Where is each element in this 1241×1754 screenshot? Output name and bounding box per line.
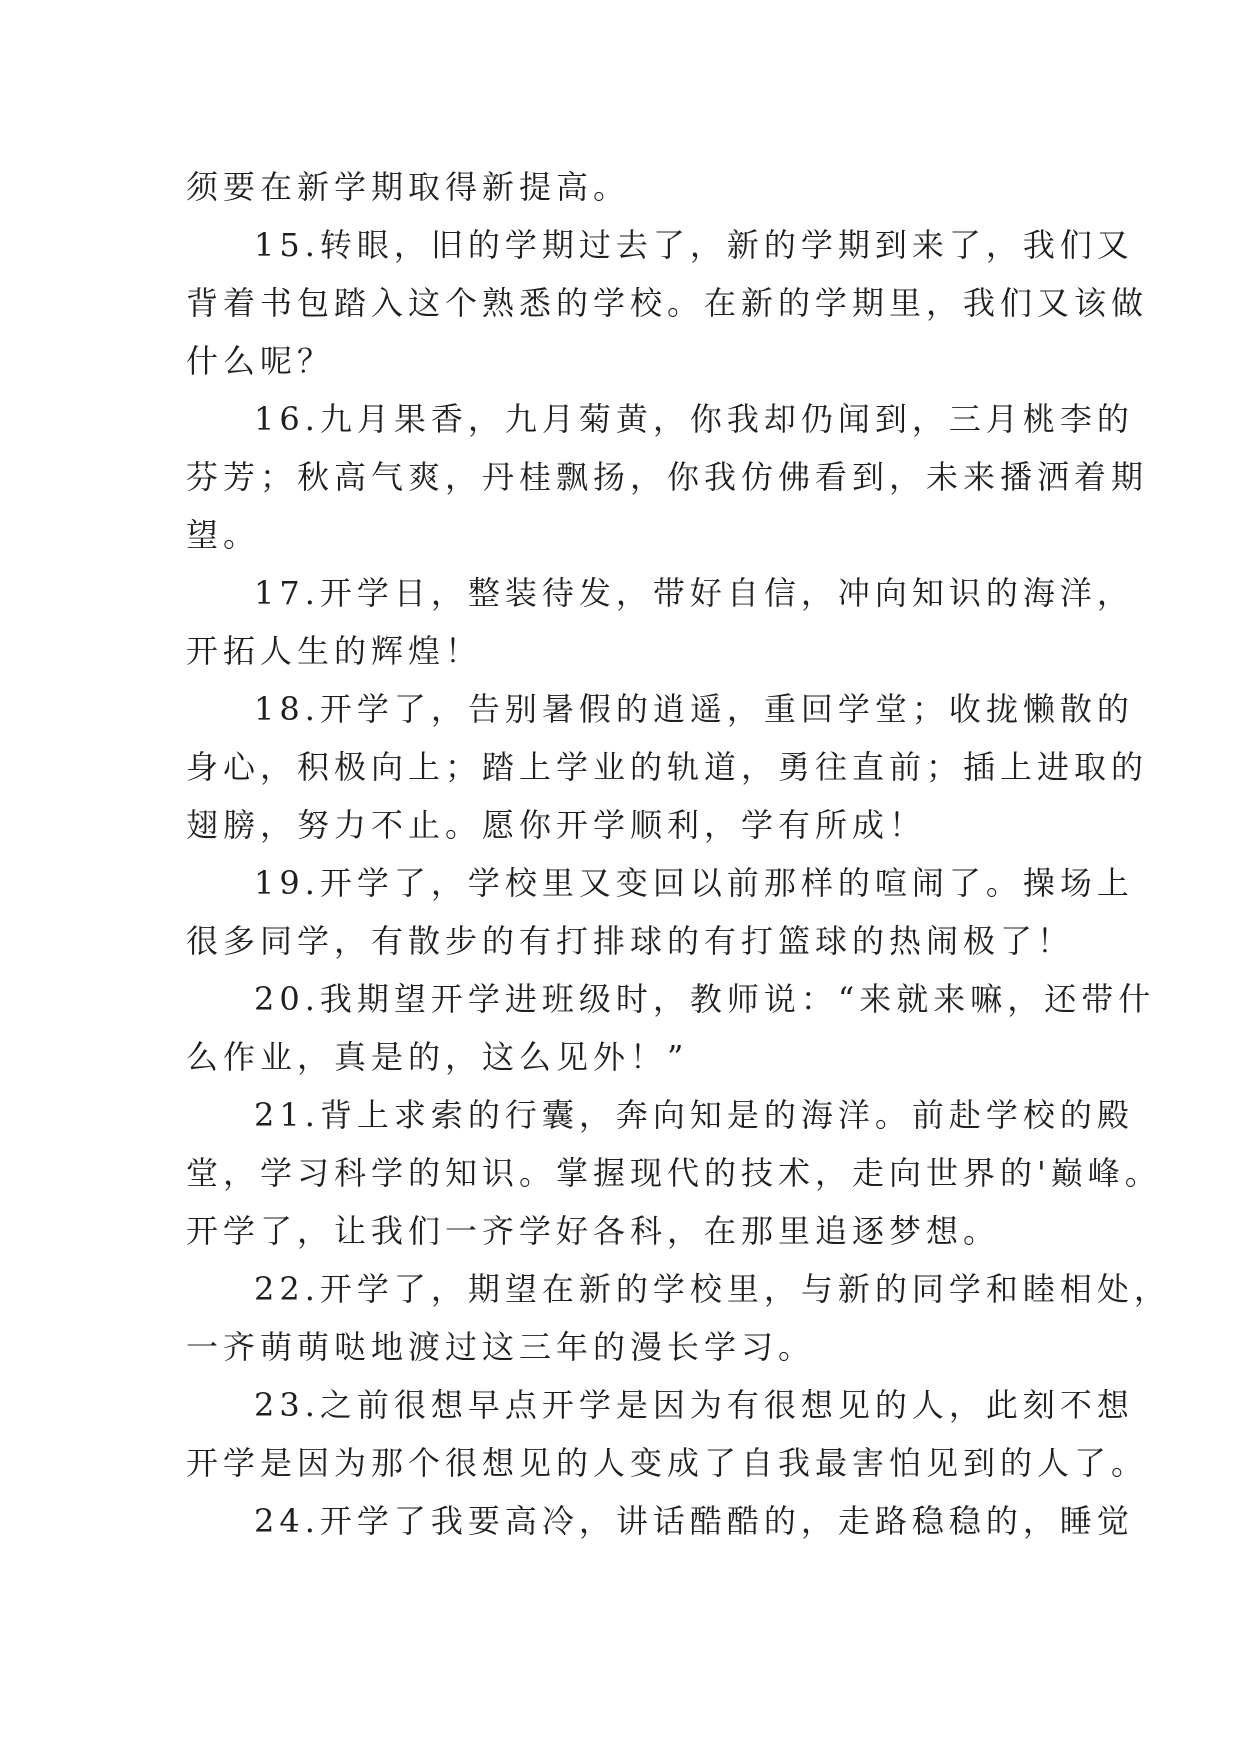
text-line: 20.我期望开学进班级时，教师说：“来就来嘛，还带什: [254, 980, 1156, 1018]
text-line: 16.九月果香，九月菊黄，你我却仍闻到，三月桃李的: [254, 400, 1134, 438]
text-line: 开学是因为那个很想见的人变成了自我最害怕见到的人了。: [186, 1444, 1149, 1482]
paragraph-20: [186, 970, 1156, 1086]
text-line: 须要在新学期取得新提高。: [186, 168, 631, 206]
paragraph-24: [186, 1492, 1134, 1550]
paragraph-16: [186, 390, 1149, 564]
text-line: 开学了，让我们一齐学好各科，在那里追逐梦想。: [186, 1212, 1001, 1250]
text-line: 21.背上求索的行囊，奔向知是的海洋。前赴学校的殿: [254, 1096, 1134, 1134]
paragraph-19: [186, 854, 1134, 970]
text-line: 一齐萌萌哒地渡过这三年的漫长学习。: [186, 1328, 816, 1366]
text-line: 翅膀，努力不止。愿你开学顺利，学有所成！: [186, 806, 927, 844]
text-line: 开拓人生的辉煌！: [186, 632, 483, 670]
text-line: 芬芳；秋高气爽，丹桂飘扬，你我仿佛看到，未来播洒着期: [186, 458, 1149, 496]
paragraph-17: [186, 564, 1134, 680]
document-body: [186, 158, 1171, 1550]
text-line: 19.开学了，学校里又变回以前那样的喧闹了。操场上: [254, 864, 1134, 902]
text-line: 24.开学了我要高冷，讲话酷酷的，走路稳稳的，睡觉: [254, 1502, 1134, 1540]
paragraph-22: [186, 1260, 1171, 1376]
text-line: 身心，积极向上；踏上学业的轨道，勇往直前；插上进取的: [186, 748, 1149, 786]
text-line: 堂，学习科学的知识。掌握现代的技术，走向世界的'巅峰。: [186, 1154, 1162, 1192]
text-line: 23.之前很想早点开学是因为有很想见的人，此刻不想: [254, 1386, 1134, 1424]
text-line: 背着书包踏入这个熟悉的学校。在新的学期里，我们又该做: [186, 284, 1149, 322]
paragraph-21: [186, 1086, 1162, 1260]
paragraph-18: [186, 680, 1149, 854]
text-line: 17.开学日，整装待发，带好自信，冲向知识的海洋，: [254, 574, 1134, 612]
text-line: 22.开学了，期望在新的学校里，与新的同学和睦相处，: [254, 1270, 1171, 1308]
text-line: 18.开学了，告别暑假的逍遥，重回学堂；收拢懒散的: [254, 690, 1134, 728]
text-line: 很多同学，有散步的有打排球的有打篮球的热闹极了！: [186, 922, 1075, 960]
text-line: 15.转眼，旧的学期过去了，新的学期到来了，我们又: [254, 226, 1134, 264]
text-line: 么作业，真是的，这么见外！”: [186, 1038, 689, 1076]
paragraph-14-continuation: [186, 158, 1066, 216]
text-line: 什么呢？: [186, 342, 335, 380]
text-line: 望。: [186, 516, 261, 554]
paragraph-23: [186, 1376, 1149, 1492]
paragraph-15: [186, 216, 1149, 390]
